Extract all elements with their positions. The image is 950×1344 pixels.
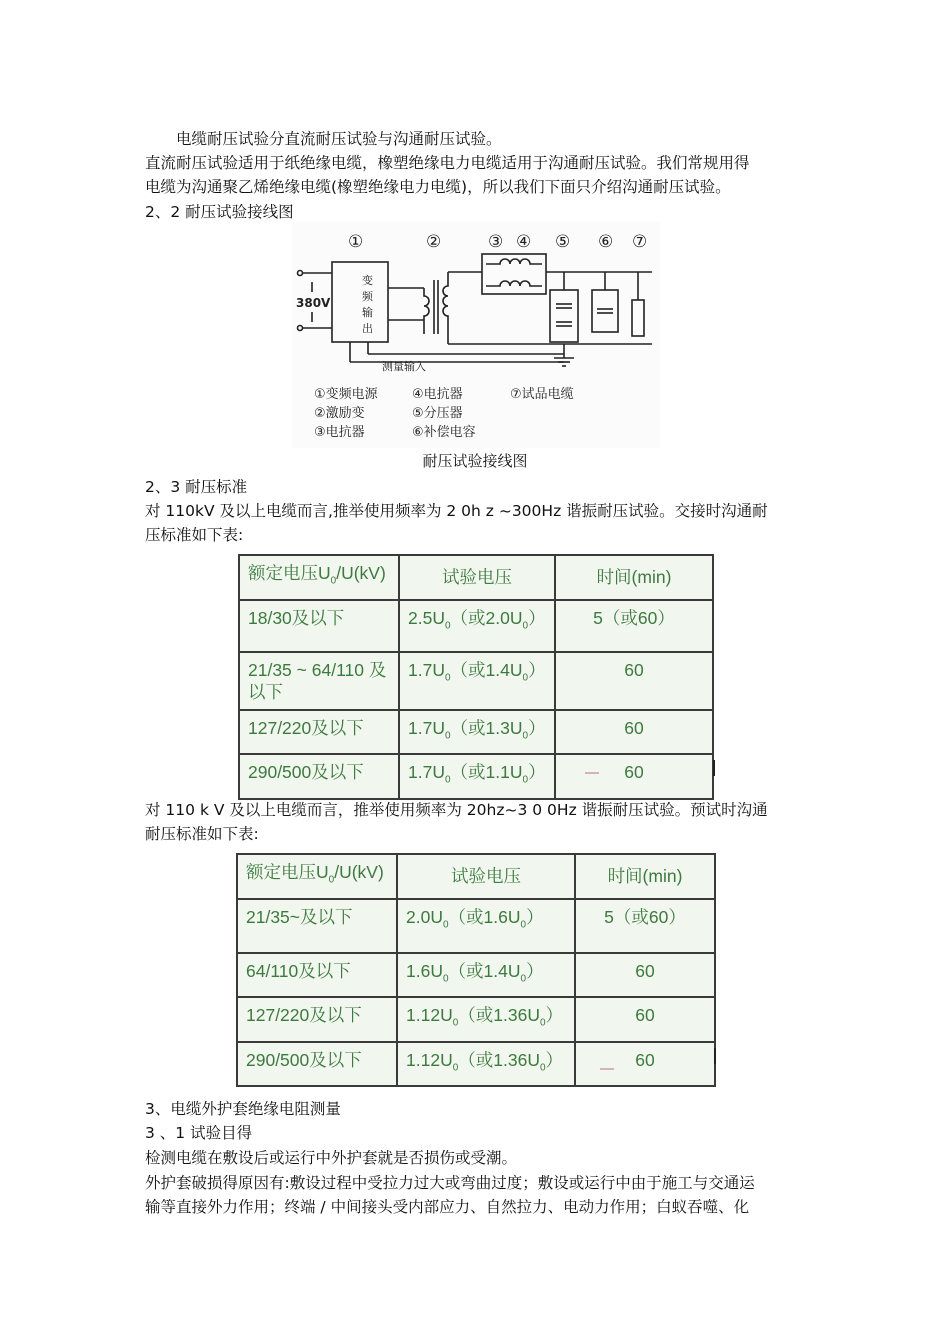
table-cell: 5（或60） <box>555 600 713 652</box>
diagram-num: ⑦ <box>632 232 648 252</box>
table-cell: 60 <box>575 953 715 998</box>
table-cell: 60 <box>555 652 713 710</box>
table-cell: $1.12U_0$（或$1.36U_0$） <box>397 997 575 1042</box>
table-cell: $2.5U_0$（或$2.0U_0$） <box>399 600 555 652</box>
section-heading: 2、3 耐压标准 <box>145 478 248 496</box>
legend-item: ①变频电源 <box>314 387 378 402</box>
table-cell: 127/220及以下 <box>239 710 399 755</box>
table-cell: $1.7U_0$（或$1.4U_0$） <box>399 652 555 710</box>
para-line: 电缆为沟通聚乙烯绝缘电缆(橡塑绝缘电力电缆)，所以我们下面只介绍沟通耐压试验。 <box>145 178 731 196</box>
page-mark <box>585 772 599 774</box>
table-cell: 60 <box>555 710 713 755</box>
section-heading: 3 、1 试验目得 <box>145 1124 253 1142</box>
box-text: 输 <box>362 306 373 319</box>
section-heading: 3、电缆外护套绝缘电阻测量 <box>145 1100 341 1118</box>
table-cell: 64/110及以下 <box>237 953 397 998</box>
box-text: 变 <box>362 274 373 287</box>
para-line: 对 110 k V 及以上电缆而言，推举使用频率为 20hz~3 0 0Hz 谐振耐压试验。预试时沟通 <box>145 801 768 819</box>
legend-item: ④电抗器 <box>412 387 463 402</box>
page-mark <box>600 1068 614 1070</box>
legend-item: ⑦试品电缆 <box>510 387 574 402</box>
para-line: 压标准如下表: <box>145 526 244 544</box>
table-cell: 60 <box>575 1042 715 1087</box>
legend-item: ⑥补偿电容 <box>412 425 476 440</box>
table-header: 额定电压$U_0/U(kV)$ <box>237 854 397 899</box>
legend-item: ②激励变 <box>314 406 365 421</box>
diagram-num: ④ <box>516 232 532 252</box>
table-cell: $2.0U_0$（或$1.6U_0$） <box>397 899 575 953</box>
table-cell: $1.7U_0$（或$1.1U_0$） <box>399 754 555 799</box>
para-line: 直流耐压试验适用于纸绝缘电缆，橡塑绝缘电力电缆适用于沟通耐压试验。我们常规用得 <box>145 154 750 172</box>
diagram-num: ② <box>426 232 442 252</box>
table-cell: 60 <box>575 997 715 1042</box>
para-line: 对 110kV 及以上电缆而言,推举使用频率为 2 0h z ~300Hz 谐振耐压试验。交接时沟通耐 <box>145 502 768 520</box>
table-cell: $1.12U_0$（或$1.36U_0$） <box>397 1042 575 1087</box>
diagram-num: ⑥ <box>598 232 614 252</box>
table-cell: 60 <box>555 754 713 799</box>
diagram-num: ③ <box>488 232 504 252</box>
table-header: 时间(min) <box>555 555 713 600</box>
table-header: 时间(min) <box>575 854 715 899</box>
voltage-label: 380V <box>296 296 331 310</box>
legend-item: ③电抗器 <box>314 425 365 440</box>
table-cell: 5（或60） <box>575 899 715 953</box>
para-line: 输等直接外力作用；终端 / 中间接头受内部应力、自然拉力、电动力作用；白蚁吞噬、化 <box>145 1198 750 1216</box>
measure-label: 测量输入 <box>382 360 426 373</box>
standards-table-preventive <box>236 853 716 1087</box>
table-cell: 18/30及以下 <box>239 600 399 652</box>
box-text: 频 <box>362 290 373 303</box>
diagram-caption: 耐压试验接线图 <box>422 452 528 470</box>
page-mark <box>713 760 715 776</box>
table-cell: 290/500及以下 <box>237 1042 397 1087</box>
table-cell: 127/220及以下 <box>237 997 397 1042</box>
table-header: 额定电压$U_0/U(kV)$ <box>239 555 399 600</box>
table-cell: $1.6U_0$（或$1.4U_0$） <box>397 953 575 998</box>
para-line: 耐压标准如下表: <box>145 825 259 843</box>
table-header: 试验电压 <box>399 555 555 600</box>
box-text: 出 <box>362 322 373 335</box>
para-line: 检测电缆在敷设后或运行中外护套就是否损伤或受潮。 <box>145 1149 518 1167</box>
standards-table-handover <box>238 554 714 800</box>
table-cell: 290/500及以下 <box>239 754 399 799</box>
legend-item: ⑤分压器 <box>412 406 463 421</box>
table-header: 试验电压 <box>397 854 575 899</box>
diagram-num: ① <box>348 232 364 252</box>
para-line: 外护套破损得原因有:敷设过程中受拉力过大或弯曲过度；敷设或运行中由于施工与交通运 <box>145 1174 755 1192</box>
diagram-num: ⑤ <box>555 232 571 252</box>
table-cell: 21/35 ~ 64/110 及以下 <box>239 652 399 710</box>
wiring-diagram <box>292 222 660 448</box>
section-heading: 2、2 耐压试验接线图 <box>145 203 294 221</box>
table-cell: $1.7U_0$（或$1.3U_0$） <box>399 710 555 755</box>
table-cell: 21/35~及以下 <box>237 899 397 953</box>
page-mark <box>714 1048 716 1064</box>
para-intro: 电缆耐压试验分直流耐压试验与沟通耐压试验。 <box>176 130 502 148</box>
